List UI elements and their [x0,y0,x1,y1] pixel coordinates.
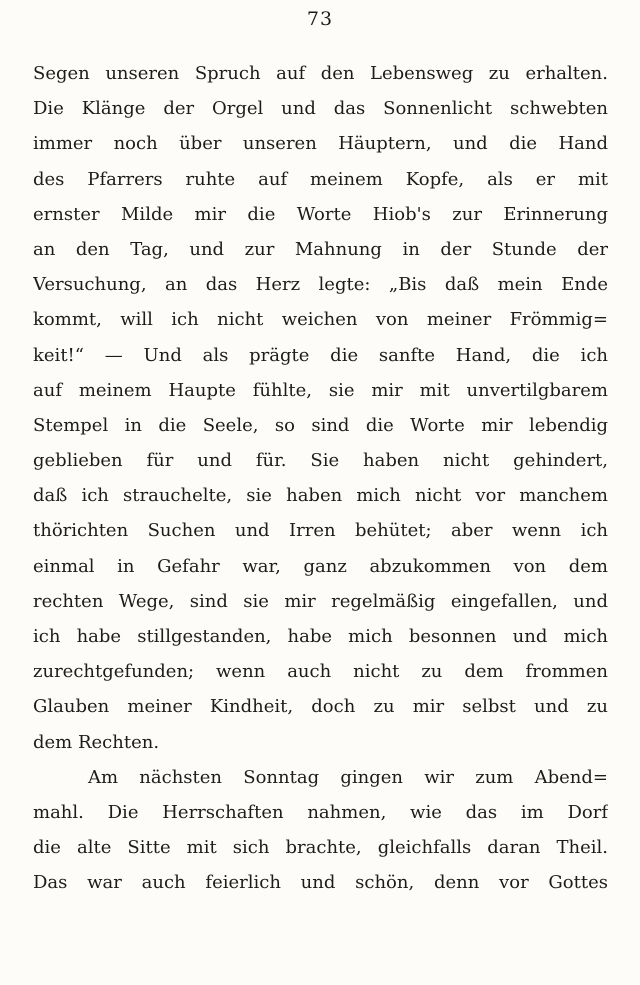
text-line: Das war auch feierlich und schön, denn vor Gottes [33,872,608,894]
text-line: Stempel in die Seele, so sind die Worte mir lebendig [33,414,608,436]
text-line: ich habe stillgestanden, habe mich besonnen und mich [33,626,608,647]
text-line: geblieben für und für. Sie haben nicht gehindert, [33,450,608,472]
text-line: die alte Sitte mit sich brachte, gleichfalls daran Theil. [33,837,608,859]
text-line: Versuchung, an das Herz legte: „Bis daß mein Ende [33,274,608,296]
text-line: thörichten Suchen und Irren behütet; aber wenn ich [33,520,608,542]
text-line: des Pfarrers ruhte auf meinem Kopfe, als er mit [33,168,608,190]
body-text [33,56,608,901]
page-number: 73 [306,8,334,30]
text-line: Die Klänge der Orgel und das Sonnenlicht schwebten [33,98,608,120]
text-line: Glauben meiner Kindheit, doch zu mir selbst und zu [33,696,608,718]
text-line: daß ich strauchelte, sie haben mich nicht vor manchem [33,485,608,507]
text-line: mahl. Die Herrschaften nahmen, wie das im Dorf [33,801,608,823]
text-line: ernster Milde mir die Worte Hiob's zur Erinnerung [33,203,608,225]
text-line: keit!“ — Und als prägte die sanfte Hand, die ich [33,344,608,366]
text-line: rechten Wege, sind sie mir regelmäßig eingefallen, und [33,590,608,612]
text-line: zurechtgefunden; wenn auch nicht zu dem frommen [33,661,608,683]
text-line: einmal in Gefahr war, ganz abzukommen von dem [33,555,608,577]
paragraph-start-line: Am nächsten Sonntag gingen wir zum Abend= [88,766,608,788]
text-line: kommt, will ich nicht weichen von meiner Frömmig= [33,309,608,331]
paragraph-end-line: dem Rechten. [33,731,160,753]
text-line: immer noch über unseren Häuptern, und die Hand [33,133,608,155]
text-line: Segen unseren Spruch auf den Lebensweg zu erhalten. [33,63,608,84]
text-line: an den Tag, und zur Mahnung in der Stunde der [33,238,608,260]
text-line: auf meinem Haupte fühlte, sie mir mit unvertilgbarem [33,379,608,401]
